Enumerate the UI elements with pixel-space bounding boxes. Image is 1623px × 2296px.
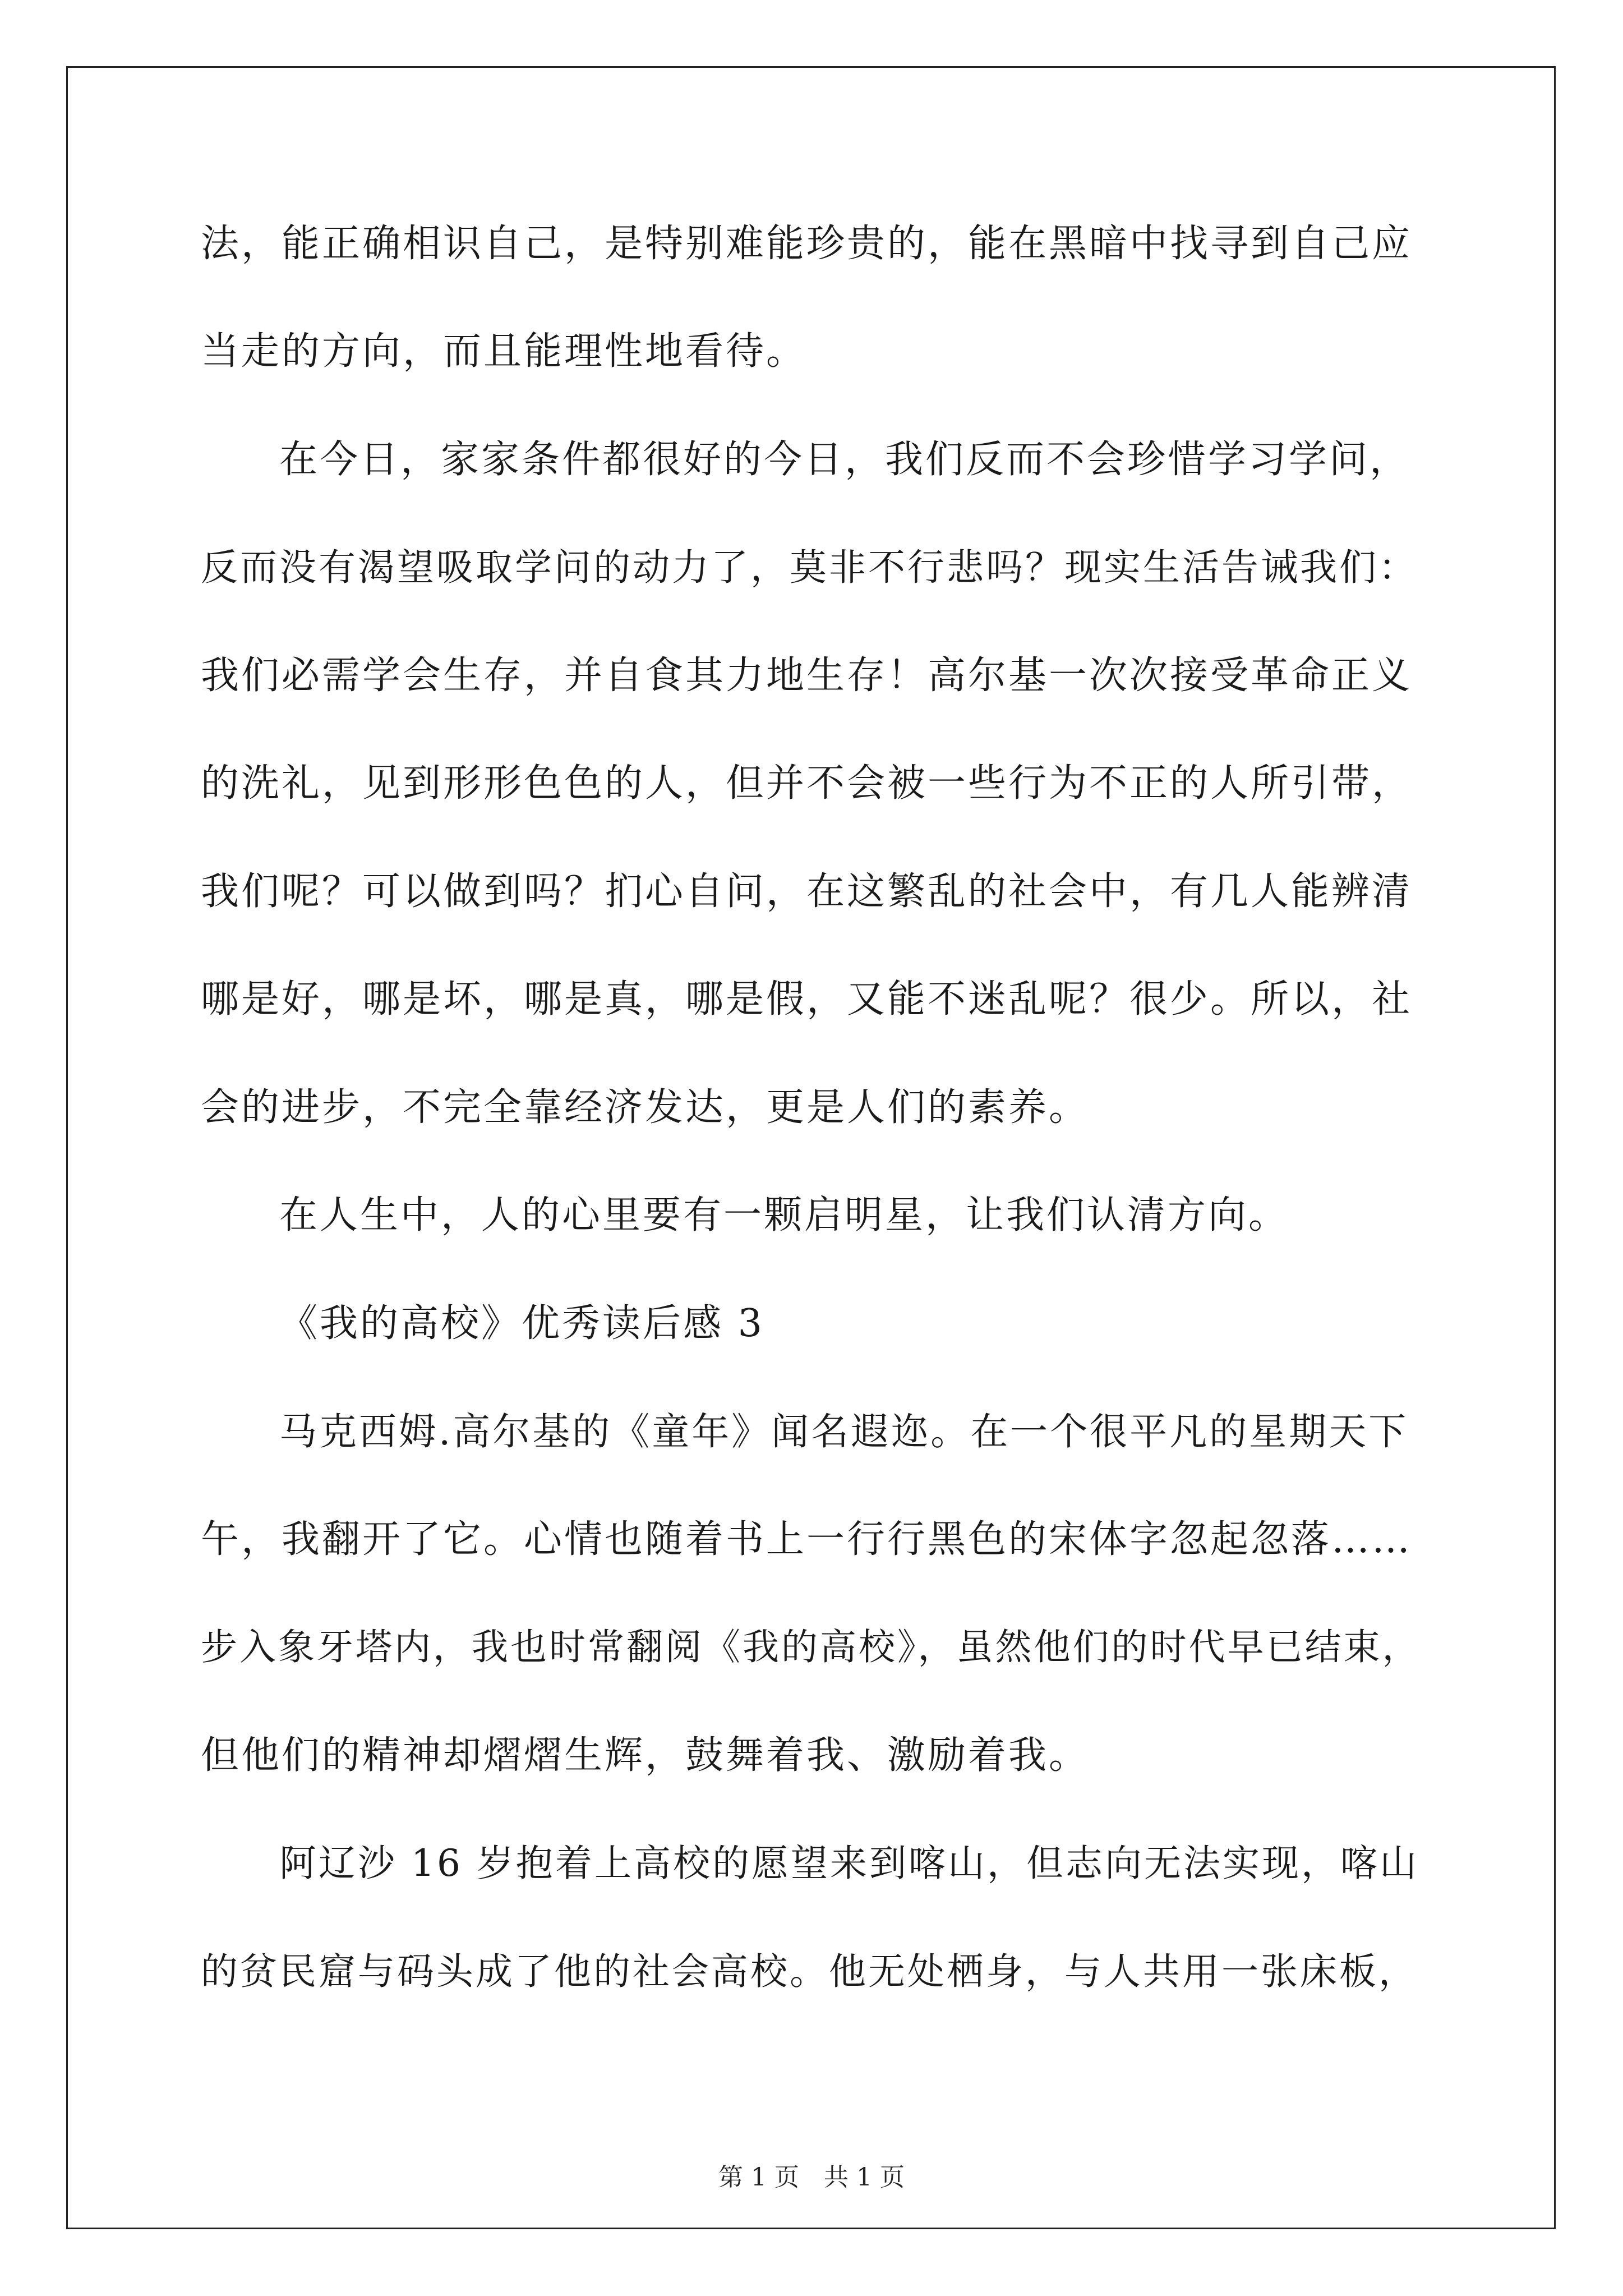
text-line: 当走的方向，而且能理性地看待。	[201, 329, 807, 374]
text-line: 午，我翻开了它。心情也随着书上一行行黑色的宋体字忽起忽落……	[201, 1517, 1413, 1562]
page-number-footer: 第 1 页 共 1 页	[718, 2163, 905, 2192]
text-line: 阿辽沙 16 岁抱着上高校的愿望来到喀山，但志向无法实现，喀山	[279, 1842, 1419, 1885]
text-line: 我们必需学会生存，并自食其力地生存！高尔基一次次接受革命正义	[201, 654, 1413, 698]
text-line: 的贫民窟与码头成了他的社会高校。他无处栖身，与人共用一张床板，	[201, 1950, 1418, 1993]
text-line: 在今日，家家条件都很好的今日，我们反而不会珍惜学习学问，	[279, 438, 1410, 482]
text-line: 反而没有渴望吸取学问的动力了，莫非不行悲吗？现实生活告诫我们：	[201, 546, 1418, 589]
page-border	[66, 66, 1556, 2229]
text-line: 哪是好，哪是坏，哪是真，哪是假，又能不迷乱呢？很少。所以，社	[201, 977, 1413, 1022]
text-line: 在人生中，人的心里要有一颗启明星，让我们认清方向。	[279, 1193, 1289, 1237]
text-line: 但他们的精神却熠熠生辉，鼓舞着我、激励着我。	[201, 1733, 1090, 1778]
text-line: 会的进步，不完全靠经济发达，更是人们的素养。	[201, 1085, 1090, 1130]
section-heading: 《我的高校》优秀读后感 3	[279, 1301, 764, 1346]
text-line: 的洗礼，见到形形色色的人，但并不会被一些行为不正的人所引带，	[201, 761, 1413, 806]
text-line: 我们呢？可以做到吗？扪心自问，在这繁乱的社会中，有几人能辨清	[201, 869, 1413, 914]
text-line: 马克西姆.高尔基的《童年》闻名遐迩。在一个很平凡的星期天下	[279, 1410, 1409, 1453]
text-line: 步入象牙塔内，我也时常翻阅《我的高校》，虽然他们的时代早已结束，	[201, 1626, 1421, 1668]
text-line: 法，能正确相识自己，是特别难能珍贵的，能在黑暗中找寻到自己应	[201, 222, 1413, 266]
